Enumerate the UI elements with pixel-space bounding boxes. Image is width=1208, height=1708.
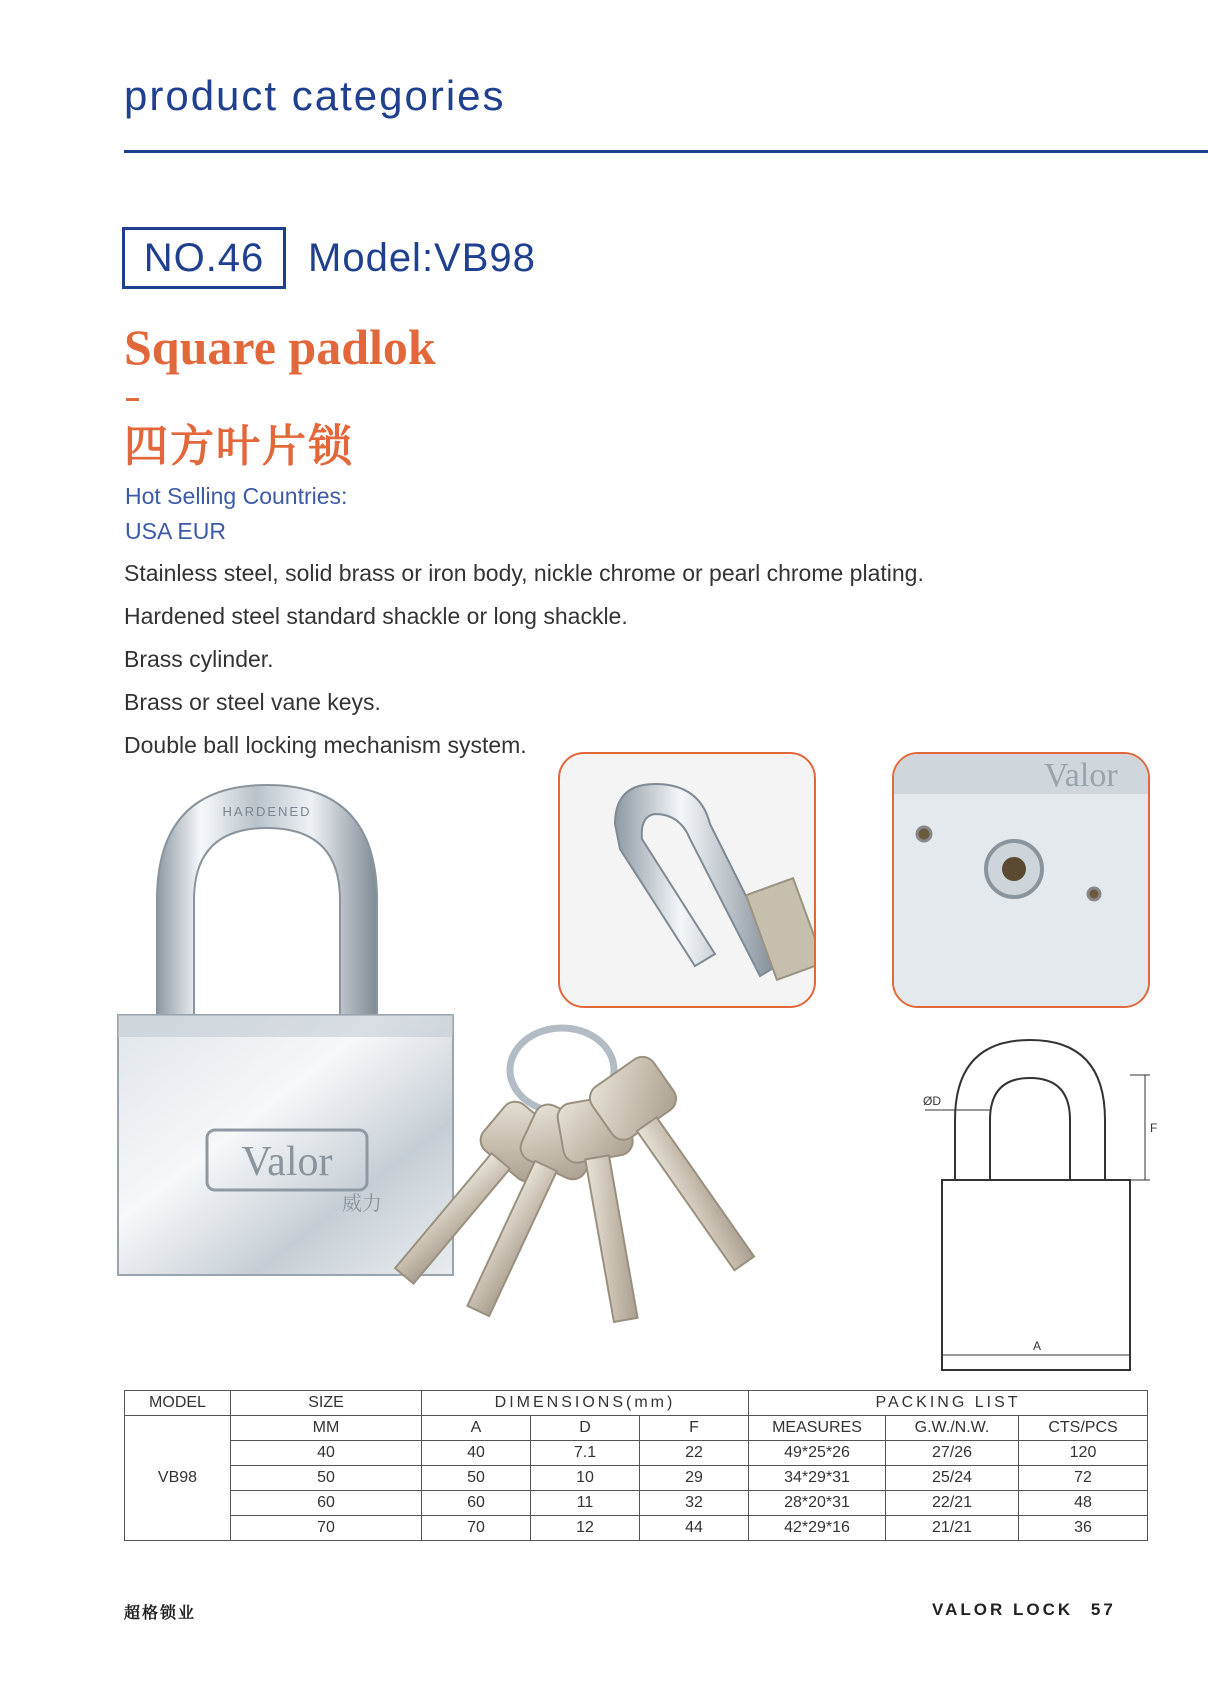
table-row: 40 40 7.1 22 49*25*26 27/26 120 (125, 1441, 1148, 1466)
header-packing-list: PACKING LIST (749, 1391, 1148, 1416)
brand-engraving-cn: 威力 (342, 1193, 382, 1215)
product-model: Model:VB98 (308, 236, 536, 280)
feature-line: Brass or steel vane keys. (124, 689, 381, 715)
height-label: F (1150, 1121, 1158, 1135)
keyhole-detail-photo (892, 752, 1150, 1008)
width-label: A (1033, 1339, 1042, 1353)
brand-engraving: Valor (241, 1139, 333, 1185)
subheader-a: A (422, 1416, 531, 1441)
feature-line: Stainless steel, solid brass or iron body, nickle chrome or pearl chrome plating. (124, 560, 924, 586)
footer-brand-page (932, 1600, 1116, 1620)
footer-brand: VALOR LOCK (932, 1600, 1074, 1619)
table-header-row (125, 1391, 1148, 1416)
diameter-label: ØD (923, 1094, 941, 1108)
footer-company: 超格锁业 (124, 1605, 197, 1622)
product-name-en: Square padlok (124, 319, 436, 375)
subheader-f: F (640, 1416, 749, 1441)
subheader-gwnw: G.W./N.W. (886, 1416, 1019, 1441)
header-dimensions: DIMENSIONS(mm) (422, 1391, 749, 1416)
product-number-badge: NO.46 (122, 227, 286, 289)
shackle-detail-photo (558, 752, 816, 1008)
dimension-diagram (905, 1030, 1165, 1375)
page-number: 57 (1090, 1600, 1116, 1619)
specification-table (124, 1390, 1148, 1541)
subheader-measures: MEASURES (749, 1416, 886, 1441)
table-row: 60 60 11 32 28*20*31 22/21 48 (125, 1491, 1148, 1516)
shackle-engraving: HARDENED (222, 804, 312, 819)
hot-selling-label: Hot Selling Countries: (125, 483, 348, 509)
hot-selling-countries: USA EUR (125, 518, 226, 544)
feature-line: Hardened steel standard shackle or long shackle. (124, 603, 628, 629)
name-separator (126, 398, 139, 401)
product-name-cn: 四方叶片锁 (124, 421, 354, 472)
table-row: 50 50 10 29 34*29*31 25/24 72 (125, 1466, 1148, 1491)
section-title: product categories (124, 72, 506, 119)
header-model: MODEL (125, 1391, 231, 1416)
header-size: SIZE (231, 1391, 422, 1416)
header-divider (124, 150, 1208, 153)
table-subheader-row (125, 1416, 1148, 1441)
subheader-d: D (531, 1416, 640, 1441)
subheader-cts: CTS/PCS (1019, 1416, 1148, 1441)
feature-line: Brass cylinder. (124, 646, 274, 672)
brand-engraving-detail: Valor (1044, 757, 1118, 794)
table-row: 70 70 12 44 42*29*16 21/21 36 (125, 1516, 1148, 1541)
feature-line: Double ball locking mechanism system. (124, 732, 527, 758)
model-cell: VB98 (125, 1416, 231, 1541)
subheader-mm: MM (231, 1416, 422, 1441)
